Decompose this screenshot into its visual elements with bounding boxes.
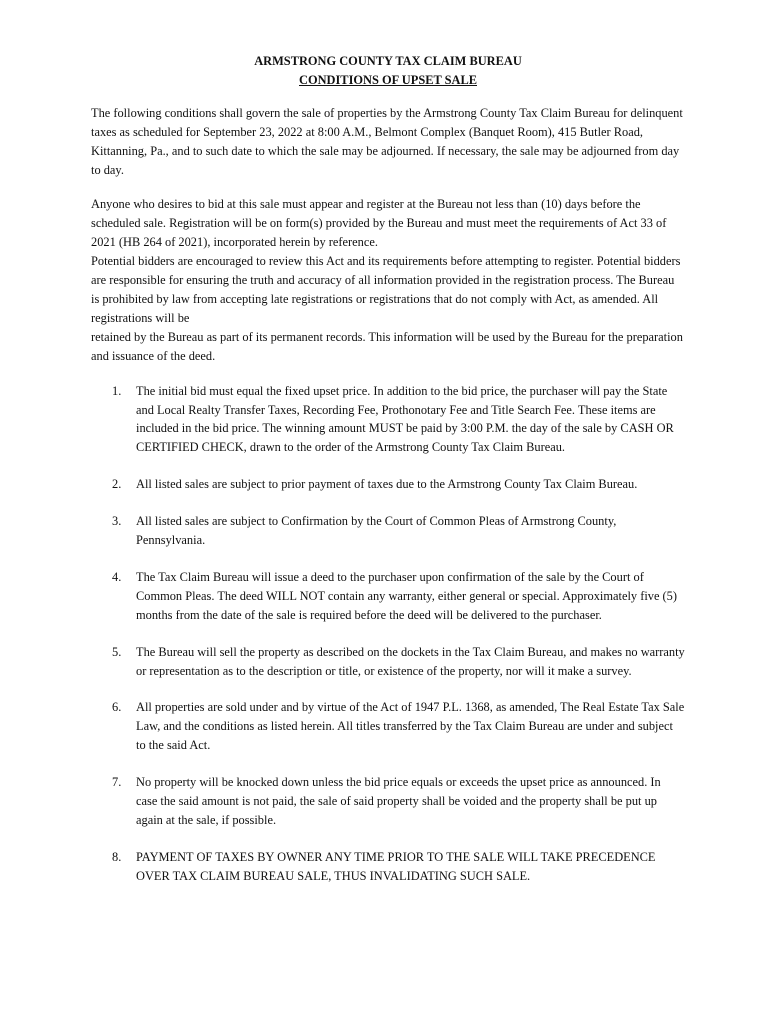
- conditions-list: [91, 382, 685, 886]
- condition-number: 8.: [112, 849, 122, 864]
- condition-text: The Tax Claim Bureau will issue a deed to the purchaser upon confirmation of the sale by the Court of Common Pleas. The deed WILL NOT contain any warranty, either general or special. Approximately five (5) months from the date of the sale is required before the deed will be delivered to the purchaser.: [136, 569, 677, 622]
- condition-text: All listed sales are subject to Confirmation by the Court of Common Pleas of Armstrong County, Pennsylvania.: [136, 514, 617, 548]
- condition-number: 1.: [112, 383, 122, 398]
- condition-item: [91, 698, 685, 755]
- condition-number: 6.: [112, 700, 122, 715]
- bidder-responsibility-paragraph: Potential bidders are encouraged to review this Act and its requirements before attempting to register. Potential bidders are responsible for ensuring the truth and accuracy of all information provided in the registration process. The Bureau is prohibited by law from accepting late registrations or registrations that do not comply with Act, as amended. All registrations will be: [91, 254, 681, 325]
- document-subtitle: CONDITIONS OF UPSET SALE: [299, 72, 477, 87]
- condition-item: [91, 512, 685, 550]
- condition-text: All listed sales are subject to prior payment of taxes due to the Armstrong County Tax Claim Bureau.: [136, 477, 638, 492]
- records-paragraph: retained by the Bureau as part of its permanent records. This information will be used by the Bureau for the preparation and issuance of the deed.: [91, 329, 683, 363]
- condition-text: PAYMENT OF TAXES BY OWNER ANY TIME PRIOR TO THE SALE WILL TAKE PRECEDENCE OVER TAX CLAIM BUREAU SALE, THUS INVALIDATING SUCH SALE.: [136, 849, 656, 883]
- intro-paragraph: The following conditions shall govern the sale of properties by the Armstrong County Tax Claim Bureau for delinquent taxes as scheduled for September 23, 2022 at 8:00 A.M., Belmont Complex (Banquet Room), 415 Butler Road, Kittanning, Pa., and to such date to which the sale may be adjourned. If necessary, the sale may be adjourned from day to day.: [91, 105, 683, 177]
- condition-number: 2.: [112, 477, 122, 492]
- document-title: ARMSTRONG COUNTY TAX CLAIM BUREAU: [254, 54, 522, 68]
- condition-item: [91, 848, 685, 886]
- condition-item: [91, 382, 685, 458]
- condition-item: [91, 475, 685, 494]
- condition-item: [91, 643, 685, 681]
- condition-number: 3.: [112, 514, 122, 529]
- condition-item: [91, 568, 685, 625]
- condition-number: 5.: [112, 644, 122, 659]
- condition-text: The Bureau will sell the property as described on the dockets in the Tax Claim Bureau, and makes no warranty or representation as to the description or title, or existence of the property, nor will it make a survey.: [136, 644, 685, 678]
- document-page: [91, 52, 685, 904]
- condition-item: [91, 773, 685, 830]
- registration-paragraph: Anyone who desires to bid at this sale must appear and register at the Bureau not less than (10) days before the scheduled sale. Registration will be on form(s) provided by the Bureau and must meet the requirements of Act 33 of 2021 (HB 264 of 2021), incorporated herein by reference.: [91, 197, 667, 250]
- condition-number: 7.: [112, 775, 122, 790]
- condition-text: All properties are sold under and by virtue of the Act of 1947 P.L. 1368, as amended, The Real Estate Tax Sale Law, and the conditions as listed herein. All titles transferred by the Tax Claim Bureau are under and subject to the said Act.: [136, 700, 685, 753]
- condition-text: The initial bid must equal the fixed upset price. In addition to the bid price, the purchaser will pay the State and Local Realty Transfer Taxes, Recording Fee, Prothonotary Fee and Title Search Fee. These items are included in the bid price. The winning amount MUST be paid by 3:00 P.M. the day of the sale by CASH OR CERTIFIED CHECK, drawn to the order of the Armstrong County Tax Claim Bureau.: [136, 383, 674, 455]
- condition-text: No property will be knocked down unless the bid price equals or exceeds the upset price as announced. In case the said amount is not paid, the sale of said property shall be voided and the property shall be put up again at the sale, if possible.: [136, 775, 661, 827]
- condition-number: 4.: [112, 569, 122, 584]
